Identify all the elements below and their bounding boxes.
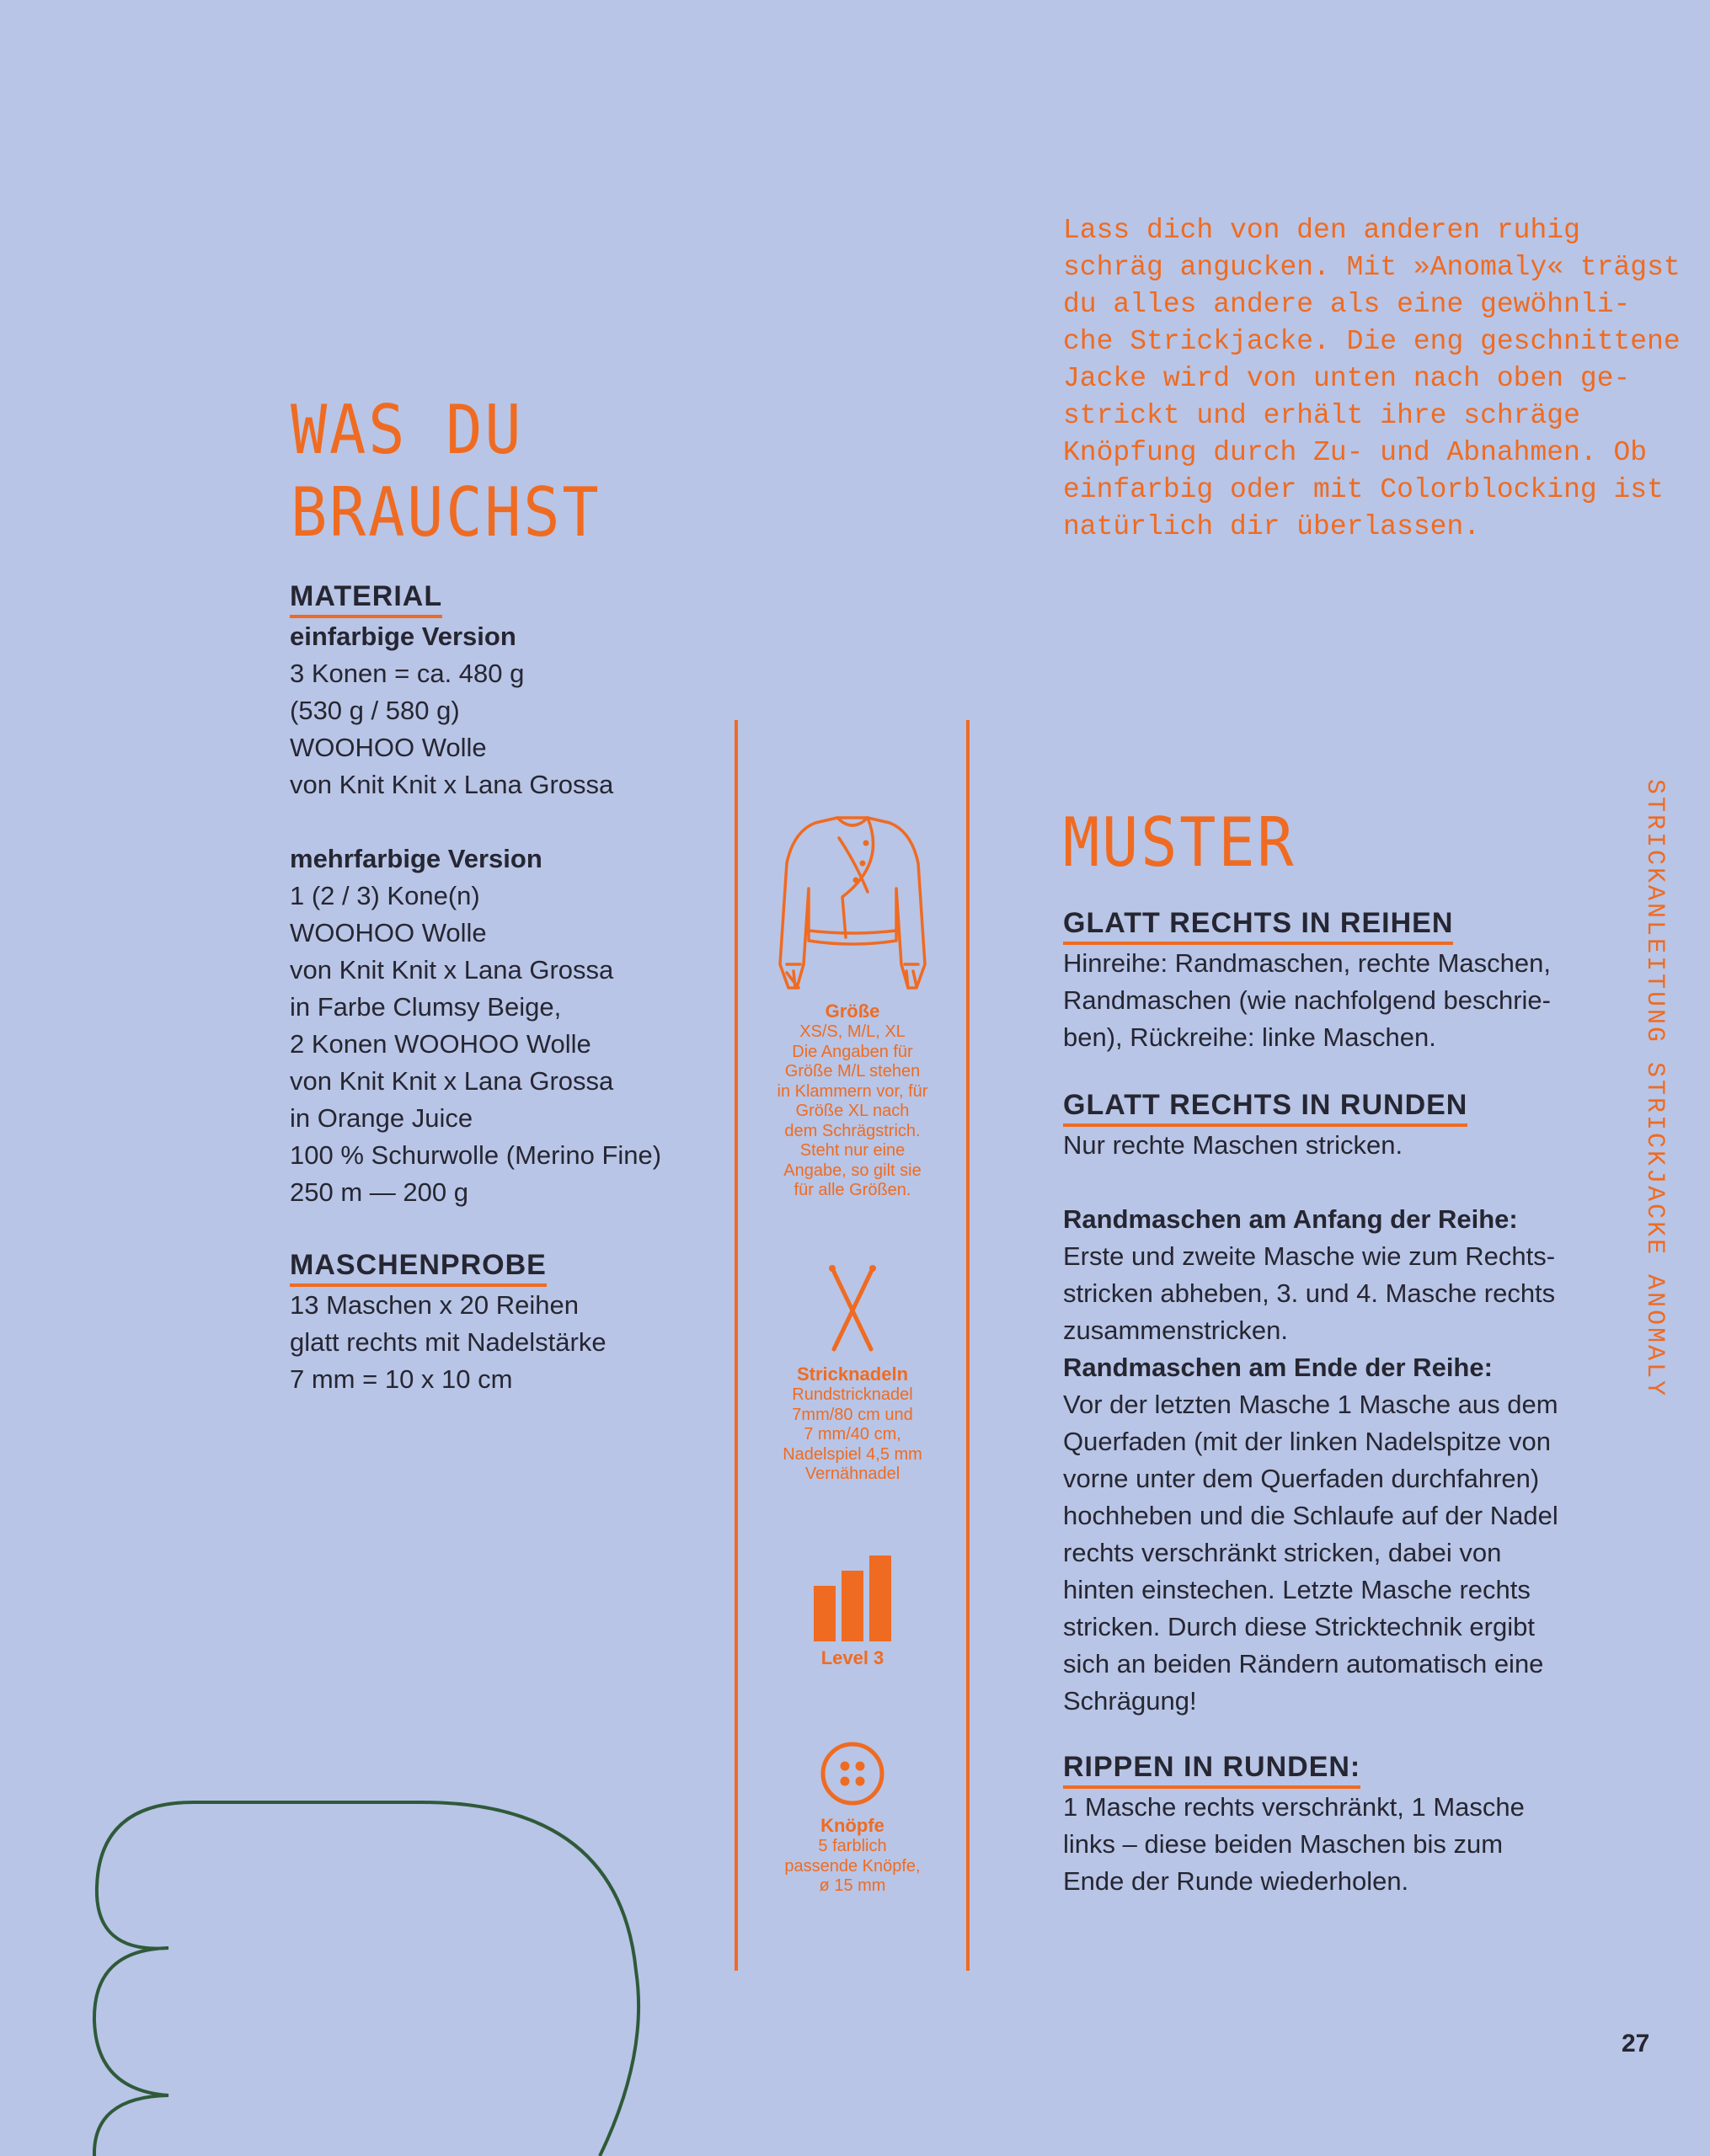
stockinette-rows-text — [1063, 945, 1636, 1056]
section-title-what-you-need — [291, 389, 601, 554]
needles-info — [750, 1262, 955, 1485]
info-line: Die Angaben für — [792, 1042, 913, 1061]
info-line: XS/S, M/L, XL — [799, 1022, 906, 1041]
stockinette-rows-heading: GLATT RECHTS IN REIHEN — [1063, 906, 1453, 945]
edge-start-text — [1063, 1238, 1636, 1349]
list-item: von Knit Knit x Lana Grossa — [290, 955, 614, 985]
text-line: Hinreihe: Randmaschen, rechte Maschen, — [1063, 948, 1551, 978]
size-label: Größe — [825, 1001, 880, 1022]
cardigan-icon — [768, 813, 937, 996]
text-line: Nur rechte Maschen stricken. — [1063, 1130, 1403, 1160]
list-item: von Knit Knit x Lana Grossa — [290, 770, 614, 799]
gauge-heading: MASCHENPROBE — [290, 1248, 547, 1287]
intro-line: du alles andere als eine gewöhnli- — [1063, 289, 1631, 320]
materials-column — [290, 579, 728, 1398]
info-line: passende Knöpfe, — [784, 1856, 921, 1876]
text-line: hochheben und die Schlaufe auf der Nadel — [1063, 1501, 1558, 1530]
list-item: glatt rechts mit Nadelstärke — [290, 1327, 607, 1357]
info-line: ø 15 mm — [819, 1876, 886, 1895]
intro-line: Knöpfung durch Zu- und Abnahmen. Ob — [1063, 437, 1648, 468]
info-line: in Klammern vor, für — [777, 1081, 928, 1101]
size-description — [750, 1022, 955, 1201]
list-item: 3 Konen = ca. 480 g — [290, 659, 525, 688]
list-item: 13 Maschen x 20 Reihen — [290, 1290, 579, 1320]
text-line: Schrägung! — [1063, 1686, 1197, 1716]
buttons-description — [750, 1837, 955, 1897]
needles-label: Stricknadeln — [796, 1364, 909, 1385]
buttons-label: Knöpfe — [820, 1815, 884, 1836]
pattern-column — [1063, 906, 1636, 1900]
needles-description — [750, 1385, 955, 1485]
intro-line: Lass dich von den anderen ruhig — [1063, 215, 1580, 246]
level-info — [750, 1554, 955, 1669]
info-line: 7mm/80 cm und — [792, 1405, 913, 1424]
level-bar-2 — [842, 1571, 863, 1641]
decorative-outline-shape — [0, 1785, 657, 2156]
info-line: Größe M/L stehen — [784, 1062, 921, 1081]
knitting-needles-icon — [819, 1262, 886, 1354]
intro-line: che Strickjacke. Die eng geschnittene — [1063, 326, 1681, 357]
buttons-info — [750, 1740, 955, 1897]
info-line: dem Schrägstrich. — [784, 1121, 921, 1140]
button-icon — [819, 1740, 886, 1807]
edge-start-heading: Randmaschen am Anfang der Reihe: — [1063, 1204, 1518, 1234]
side-running-title: STRICKANLEITUNG STRICKJACKE ANOMALY — [1640, 779, 1669, 1399]
edge-end-heading: Randmaschen am Ende der Reihe: — [1063, 1353, 1493, 1382]
text-line: Vor der letzten Masche 1 Masche aus dem — [1063, 1390, 1558, 1419]
text-line: vorne unter dem Querfaden durchfahren) — [1063, 1464, 1540, 1493]
text-line: hinten einstechen. Letzte Masche rechts — [1063, 1575, 1531, 1604]
list-item: WOOHOO Wolle — [290, 733, 487, 762]
multi-color-list — [290, 878, 728, 1211]
text-line: rechts verschränkt stricken, dabei von — [1063, 1538, 1502, 1567]
material-heading: MATERIAL — [290, 579, 442, 618]
ribbing-heading: RIPPEN IN RUNDEN: — [1063, 1750, 1360, 1789]
text-line: Randmaschen (wie nachfolgend beschrie- — [1063, 985, 1551, 1015]
text-line: links – diese beiden Maschen bis zum — [1063, 1829, 1504, 1859]
level-label: Level 3 — [820, 1647, 884, 1668]
text-line: Erste und zweite Masche wie zum Rechts- — [1063, 1241, 1556, 1271]
intro-line: schräg angucken. Mit »Anomaly« trägst — [1063, 252, 1681, 283]
text-line: Querfaden (mit der linken Nadelspitze von — [1063, 1427, 1551, 1456]
page-number: 27 — [1622, 2030, 1650, 2057]
list-item: 100 % Schurwolle (Merino Fine) — [290, 1140, 662, 1170]
info-line: 5 farblich — [818, 1837, 887, 1855]
text-line: sich an beiden Rändern automatisch eine — [1063, 1649, 1544, 1678]
size-info — [750, 813, 955, 1201]
text-line: Ende der Runde wiederholen. — [1063, 1866, 1409, 1896]
intro-line: Jacke wird von unten nach oben ge- — [1063, 363, 1631, 394]
list-item: in Orange Juice — [290, 1103, 473, 1133]
stockinette-rounds-heading: GLATT RECHTS IN RUNDEN — [1063, 1088, 1467, 1127]
text-line: zusammenstricken. — [1063, 1315, 1289, 1345]
level-bars-icon — [812, 1554, 893, 1641]
intro-line: strickt und erhält ihre schräge — [1063, 400, 1580, 431]
stockinette-rounds-text — [1063, 1127, 1636, 1164]
info-line: Größe XL nach — [795, 1102, 910, 1120]
text-line: stricken. Durch diese Stricktechnik ergibt — [1063, 1612, 1535, 1641]
level-bar-1 — [814, 1586, 836, 1641]
info-line: für alle Größen. — [794, 1181, 911, 1199]
intro-line: einfarbig oder mit Colorblocking ist — [1063, 474, 1664, 505]
intro-line: natürlich dir überlassen. — [1063, 511, 1481, 542]
list-item: (530 g / 580 g) — [290, 696, 460, 725]
list-item: 7 mm = 10 x 10 cm — [290, 1364, 513, 1394]
single-color-list — [290, 655, 728, 803]
info-line: Nadelspiel 4,5 mm — [783, 1444, 922, 1464]
text-line: stricken abheben, 3. und 4. Masche rechts — [1063, 1278, 1556, 1308]
info-line: Vernähnadel — [804, 1465, 900, 1483]
multi-color-heading: mehrfarbige Version — [290, 844, 542, 873]
divider-line-right — [966, 720, 970, 1971]
text-line: 1 Masche rechts verschränkt, 1 Masche — [1063, 1792, 1525, 1822]
text-line: ben), Rückreihe: linke Maschen. — [1063, 1022, 1436, 1052]
single-color-heading: einfarbige Version — [290, 622, 516, 651]
list-item: in Farbe Clumsy Beige, — [290, 992, 562, 1022]
intro-paragraph — [1063, 212, 1681, 546]
section-title-pattern: MUSTER — [1063, 803, 1296, 882]
level-bar-3 — [869, 1556, 891, 1641]
list-item: von Knit Knit x Lana Grossa — [290, 1066, 614, 1096]
info-line: Steht nur eine — [799, 1141, 906, 1160]
info-line: Angabe, so gilt sie — [783, 1161, 922, 1180]
list-item: WOOHOO Wolle — [290, 918, 487, 947]
list-item: 1 (2 / 3) Kone(n) — [290, 881, 480, 910]
title-line: BRAUCHST — [291, 473, 601, 552]
info-line: 7 mm/40 cm, — [804, 1425, 901, 1444]
divider-line-left — [735, 720, 738, 1971]
gauge-list — [290, 1287, 728, 1398]
edge-end-text — [1063, 1386, 1636, 1720]
info-line: Rundstricknadel — [792, 1385, 913, 1404]
ribbing-text — [1063, 1789, 1636, 1900]
list-item: 2 Konen WOOHOO Wolle — [290, 1029, 591, 1059]
title-line: WAS DU — [291, 391, 524, 469]
list-item: 250 m — 200 g — [290, 1177, 468, 1207]
